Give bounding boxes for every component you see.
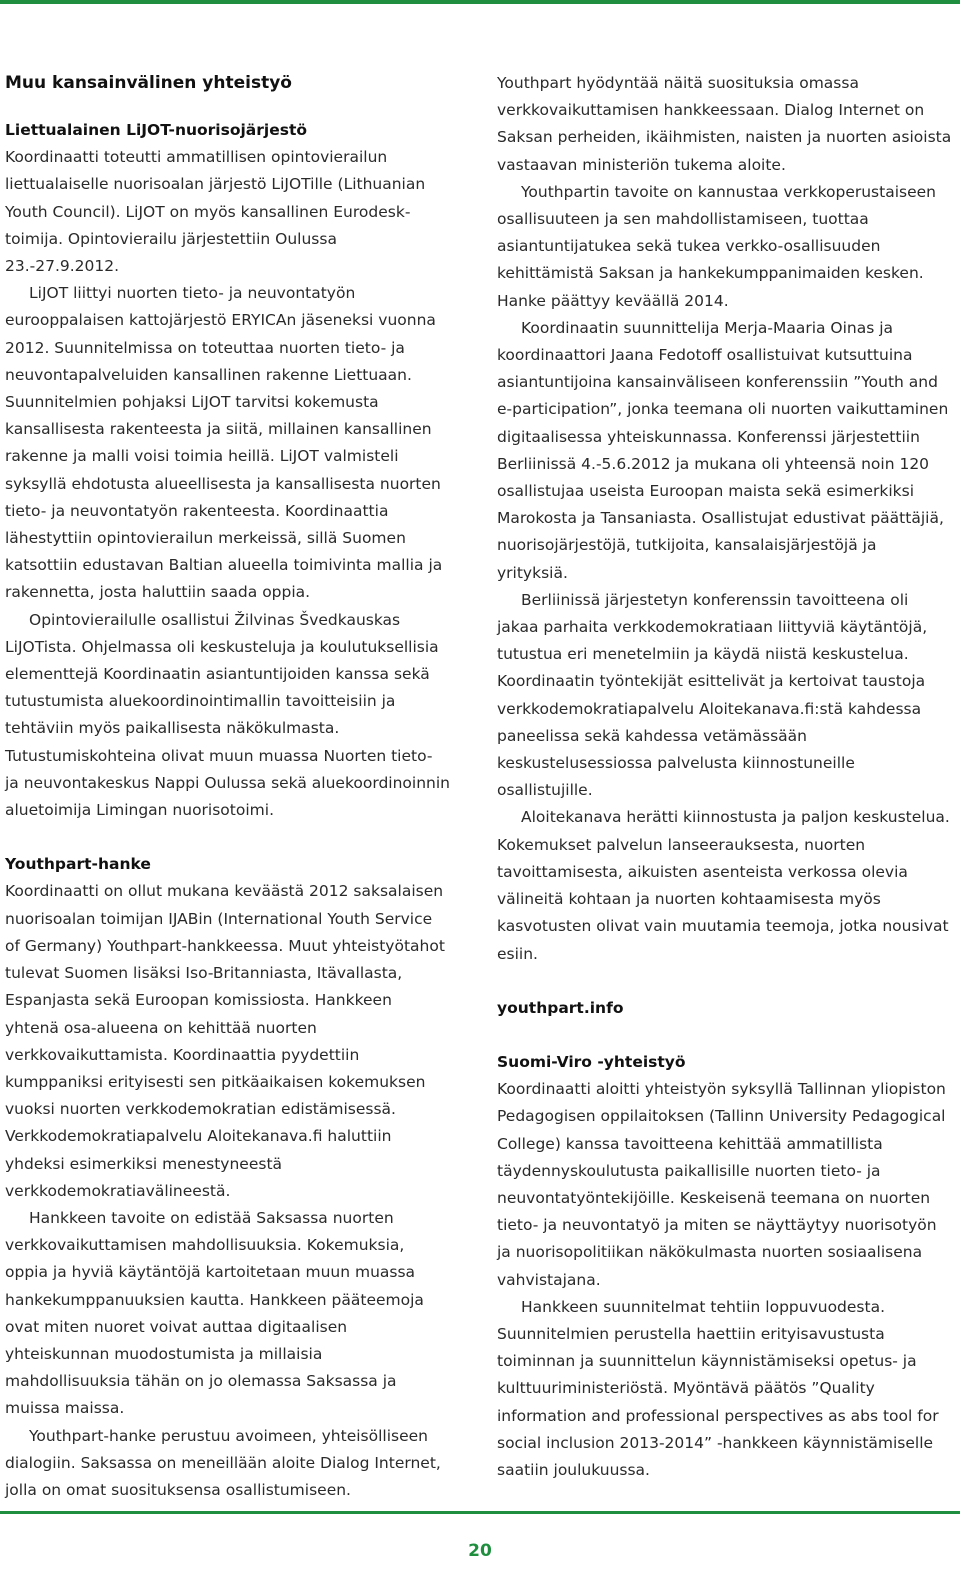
paragraph: Hankkeen tavoite on edistää Saksassa nuorten verkkovaikuttamisen mahdollisuuksia. Kokemuksia, oppia ja hyviä käytäntöjä kartoitetaan muun muassa hankekumppanuuksien kautta. Hankkeen pääteemoja ovat miten nuoret voivat auttaa digitaalisen yhteiskunnan muodostumista ja millaisia mahdollisuuksia tähän on jo olemassa Saksassa ja muissa maissa. bbox=[5, 1208, 424, 1418]
subheading-youthpart: Youthpart-hanke bbox=[5, 855, 151, 874]
paragraph: Koordinaatti aloitti yhteistyön syksyllä Tallinnan yliopiston Pedagogisen oppilaitoksen (Tallinn University Pedagogical College) kanssa tavoitteena kehittää ammatillista täydennyskoulutusta paikallisille nuorten tieto- ja neuvontatyöntekijöille. Keskeisenä teemana on nuorten tieto- ja neuvontatyö ja miten se näyttäytyy nuorisotyön ja nuorisopolitiikan näkökulmasta nuorten sosiaalisena vahvistajana. bbox=[497, 1080, 946, 1289]
top-rule bbox=[0, 0, 960, 4]
subheading-lijot: Liettualainen LiJOT-nuorisojärjestö bbox=[5, 121, 308, 139]
section-heading: Muu kansainvälinen yhteistyö bbox=[5, 73, 292, 93]
paragraph: Youthpart hyödyntää näitä suosituksia omassa verkkovaikuttamisen hankkeessaan. Dialog Internet on Saksan perheiden, ikäihmisten, naisten ja nuorten asioista vastaavan ministeriön tukema aloite. bbox=[497, 74, 952, 174]
right-column bbox=[497, 70, 952, 1484]
paragraph: LiJOT liittyi nuorten tieto- ja neuvontatyön eurooppalaisen kattojärjestö ERYICAn jäseneksi vuonna 2012. Suunnitelmissa on toteuttaa nuorten tieto- ja neuvontapalveluiden kansallinen rakenne Liettuaan. Suunnitelmien pohjaksi LiJOT tarvitsi kokemusta kansallisesta rakenteesta ja siitä, millainen kansallinen rakenne ja malli voisi toimia heillä. LiJOT valmisteli syksyllä ehdotusta alueellisesta ja kansallisesta nuorten tieto- ja neuvontatyön rakenteesta. Koordinaattia lähestyttiin opintovierailun merkeissä, sillä Suomen katsottiin edustavan Baltian alueella toimivinta mallia ja rakennetta, josta haluttiin saada oppia. bbox=[5, 284, 443, 602]
paragraph: Youthpartin tavoite on kannustaa verkkoperustaiseen osallisuuteen ja sen mahdollistamiseen, tuottaa asiantuntijatukea sekä tukea verkko-osallisuuden kehittämistä Saksan ja hankekumppanimaiden kesken. Hanke päättyy keväällä 2014. bbox=[497, 182, 936, 310]
page-number: 20 bbox=[468, 1541, 492, 1561]
bottom-rule bbox=[0, 1511, 960, 1514]
youthpart-link[interactable]: youthpart.info bbox=[497, 998, 624, 1017]
paragraph: Koordinaatti on ollut mukana keväästä 2012 saksalaisen nuorisoalan toimijan IJABin (International Youth Service of Germany) Youthpart-hankkeessa. Muut yhteistyötahot tulevat Suomen lisäksi Iso-Britanniasta, Itävallasta, Espanjasta sekä Euroopan komissiosta. Hankkeen yhtenä osa-alueena on kehittää nuorten verkkovaikuttamista. Koordinaattia pyydettiin kumppaniksi erityisesti sen pitkäaikaisen kokemuksen vuoksi nuorten verkkodemokratian edistämisessä. Verkkodemokratiapalvelu Aloitekanava.fi haluttiin yhdeksi esimerkiksi menestyneestä verkkodemokratiavälineestä. bbox=[5, 882, 445, 1200]
paragraph: Koordinaatin suunnittelija Merja-Maaria Oinas ja koordinaattori Jaana Fedotoff osallistuivat kutsuttuina asiantuntijoina kansainväliseen konferenssiin ”Youth and e-participation”, jonka teemana oli nuorten vaikuttaminen digitaalisessa yhteiskunnassa. Konferenssi järjestettiin Berliinissä 4.-5.6.2012 ja mukana oli yhteensä noin 120 osallistujaa useista Euroopan maista sekä esimerkiksi Marokosta ja Tansaniasta. Osallistujat edustivat päättäjiä, nuorisojärjestöjä, tutkijoita, kansalaisjärjestöjä ja yrityksiä. bbox=[497, 318, 949, 582]
subheading-suomi-viro: Suomi-Viro -yhteistyö bbox=[497, 1052, 686, 1071]
paragraph: Aloitekanava herätti kiinnostusta ja paljon keskustelua. Kokemukset palvelun lanseerauksesta, nuorten tavoittamisesta, aikuisten asenteista verkossa olevia välineitä kohtaan ja nuorten kohtaamisesta myös kasvotusten olivat vain muutamia teemoja, jotka nousivat esiin. bbox=[497, 808, 950, 963]
paragraph: Hankkeen suunnitelmat tehtiin loppuvuodesta. Suunnitelmien perustella haettiin erityisavustusta toiminnan ja suunnittelun käynnistämiseksi opetus- ja kulttuuriministeriöstä. Myöntävä päätös ”Quality information and professional perspectives as abs tool for social inclusion 2013-2014” -hankkeen käynnistämiselle saatiin joulukuussa. bbox=[497, 1297, 939, 1479]
paragraph: Youthpart-hanke perustuu avoimeen, yhteisölliseen dialogiin. Saksassa on meneillään aloite Dialog Internet, jolla on omat suosituksensa osallistumiseen. bbox=[5, 1426, 441, 1499]
paragraph: Koordinaatti toteutti ammatillisen opintovierailun liettualaiselle nuorisoalan järjestö LiJOTille (Lithuanian Youth Council). LiJOT on myös kansallinen Eurodesk-toimija. Opintovierailu järjestettiin Oulussa 23.-27.9.2012. bbox=[5, 148, 426, 276]
left-column bbox=[5, 70, 450, 1504]
paragraph: Berliinissä järjestetyn konferenssin tavoitteena oli jakaa parhaita verkkodemokratiaan liittyviä käytäntöjä, tutustua eri menetelmiin ja käydä niistä keskustelua. Koordinaatin työntekijät esittelivät ja kertoivat taustoja verkkodemokratiapalvelu Aloitekanava.fi:stä kahdessa paneelissa sekä kahdessa vetämässään keskustelusessiossa palvelusta kiinnostuneille osallistujille. bbox=[497, 590, 928, 800]
paragraph: Opintovierailulle osallistui Žilvinas Švedkauskas LiJOTista. Ohjelmassa oli keskusteluja ja koulutuksellisia elementtejä Koordinaatin asiantuntijoiden kanssa sekä tutustumista aluekoordinointimallin tavoitteisiin ja tehtäviin myös paikallisesta näkökulmasta. Tutustumiskohteina olivat muun muassa Nuorten tieto- ja neuvontakeskus Nappi Oulussa sekä aluekoordinoinnin aluetoimija Limingan nuorisotoimi. bbox=[5, 610, 450, 820]
